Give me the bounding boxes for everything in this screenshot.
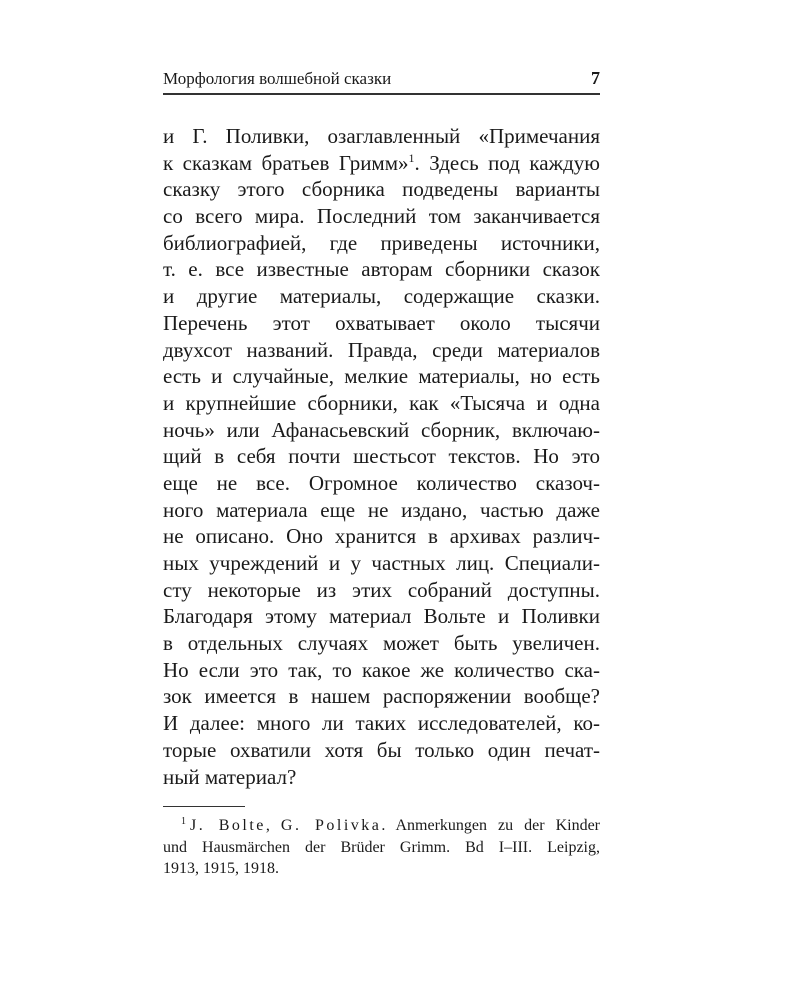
text-line-9: двухсот названий. Правда, среди материалов bbox=[163, 337, 600, 362]
text-line-6: т. е. все известные авторам сборники сказок bbox=[163, 257, 600, 282]
text-line-11: и крупнейшие сборники, как «Тысяча и одна bbox=[163, 390, 600, 415]
text-line-2-tail: . Здесь под каждую bbox=[414, 150, 600, 175]
footnotes bbox=[163, 815, 600, 880]
footnote-line-2: und Hausmärchen der Brüder Grimm. Bd I–III. Leipzig, bbox=[163, 838, 600, 856]
footnote-line-3: 1913, 1915, 1918. bbox=[163, 860, 279, 878]
running-title: Морфология волшебной сказки bbox=[163, 69, 392, 88]
text-line-22: зок имеется в нашем распоряжении вообще? bbox=[163, 684, 600, 709]
footnote-author-polivka: G. Polivka bbox=[280, 817, 382, 835]
book-page bbox=[163, 68, 600, 880]
text-line-16: не описано. Оно хранится в архивах различ- bbox=[163, 524, 600, 549]
text-line-13: щий в себя почти шестьсот текстов. Но это bbox=[163, 444, 600, 469]
text-line-12: ночь» или Афанасьевский сборник, включаю- bbox=[163, 417, 600, 442]
text-line-21: Но если это так, то какое же количество ска- bbox=[163, 657, 600, 682]
text-line-2-head: к сказкам братьев Гримм» bbox=[163, 150, 409, 175]
text-line-23: И далее: много ли таких исследователей, ко- bbox=[163, 711, 600, 736]
text-line-1: и Г. Поливки, озаглавленный «Примечания bbox=[163, 124, 600, 148]
text-line-20: в отдельных случаях может быть увеличен. bbox=[163, 631, 600, 656]
text-line-3: сказку этого сборника подведены варианты bbox=[163, 177, 600, 202]
text-line-14: еще не все. Огромное количество сказоч- bbox=[163, 470, 600, 495]
text-line-25: ный материал? bbox=[163, 764, 297, 789]
footnote-line-1 bbox=[163, 815, 600, 837]
text-line-24: торые охватили хотя бы только один печат- bbox=[163, 737, 600, 762]
text-line-19: Благодаря этому материал Вольте и Поливки bbox=[163, 604, 600, 629]
running-head bbox=[163, 68, 600, 95]
text-line-8: Перечень этот охватывает около тысячи bbox=[163, 310, 600, 335]
body-text bbox=[163, 123, 600, 790]
text-line-7: и другие материалы, содержащие сказки. bbox=[163, 284, 600, 309]
text-line-2 bbox=[163, 150, 600, 177]
text-line-15: ного материала еще не издано, частью даже bbox=[163, 497, 600, 522]
page-number: 7 bbox=[591, 68, 600, 88]
footnote-rule bbox=[163, 806, 245, 807]
text-line-18: сту некоторые из этих собраний доступны. bbox=[163, 577, 600, 602]
footnote-author-bolte: J. Bolte bbox=[190, 817, 266, 835]
text-line-10: есть и случайные, мелкие материалы, но есть bbox=[163, 364, 600, 389]
text-line-5: библиографией, где приведены источники, bbox=[163, 230, 600, 255]
text-line-17: ных учреждений и у частных лиц. Специали- bbox=[163, 551, 600, 575]
text-line-4: со всего мира. Последний том заканчивается bbox=[163, 204, 600, 229]
footnote-title-start: . Anmerkungen zu der Kinder bbox=[381, 817, 601, 835]
footnote-marker: 1 bbox=[181, 815, 186, 827]
footnote-reference[interactable]: 1 bbox=[408, 150, 415, 165]
footnote-author-separator: , bbox=[265, 817, 281, 835]
